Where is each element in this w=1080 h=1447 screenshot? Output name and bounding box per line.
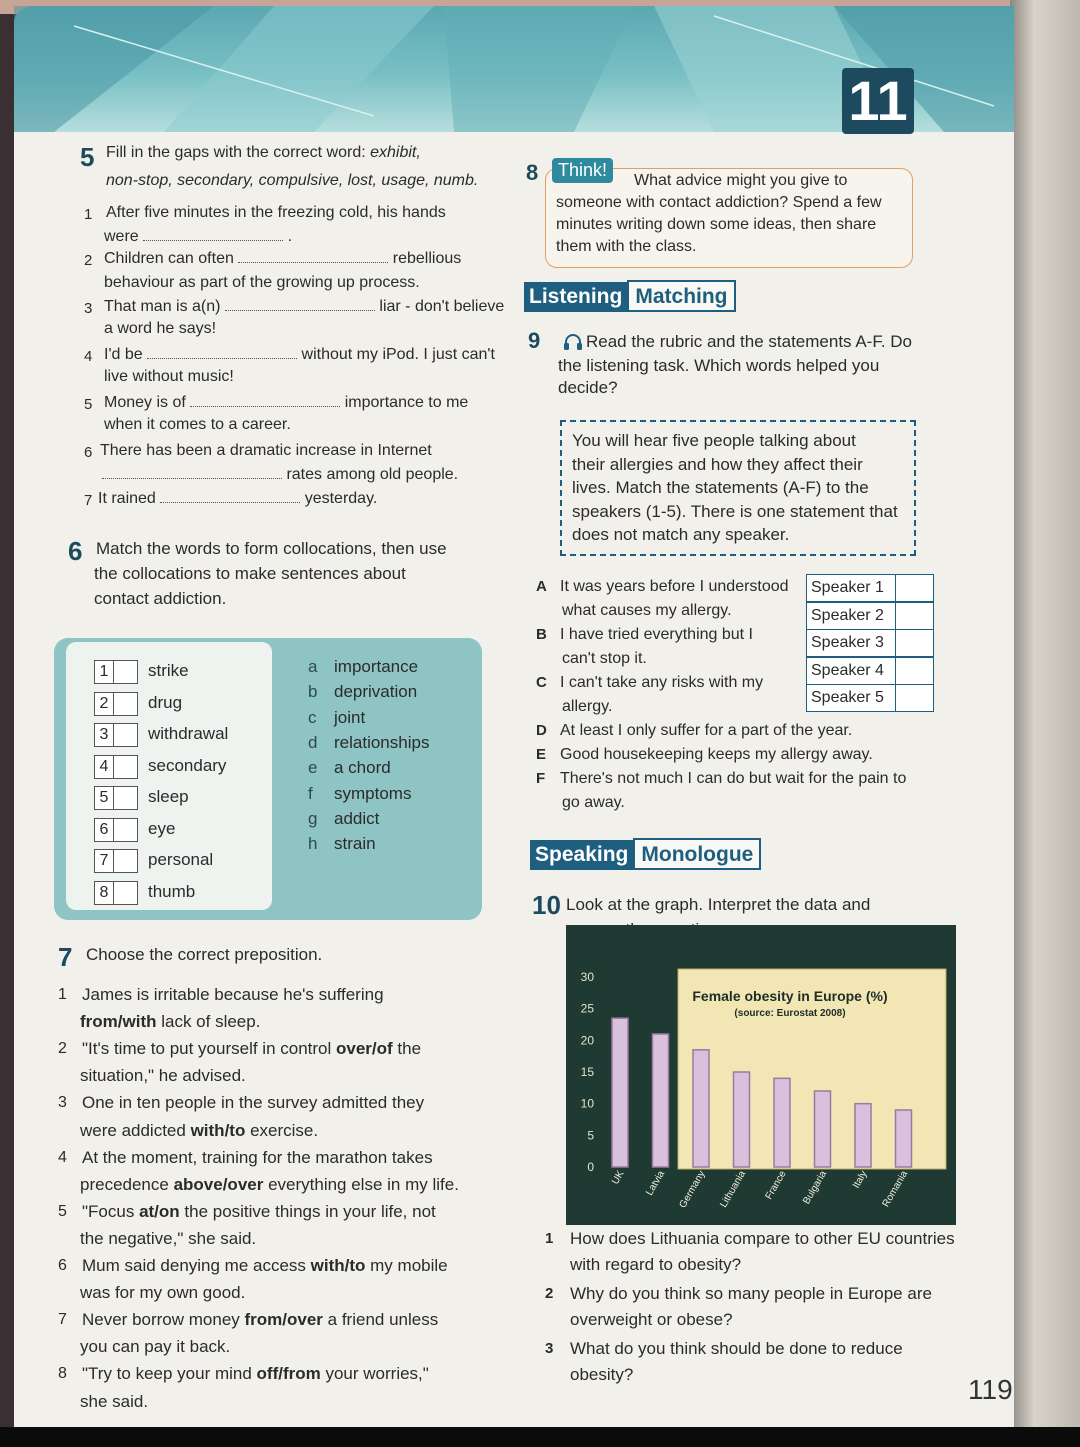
statement-letter: C — [536, 674, 547, 691]
sentence-text: "It's time to put yourself in control — [82, 1039, 336, 1059]
question-text: obesity? — [570, 1365, 634, 1384]
sentence-text: James is irritable because he's suffering — [82, 985, 384, 1004]
speaker-row — [806, 657, 934, 685]
x-tick-label: Lithuania — [718, 1169, 749, 1210]
collocation-word: eye — [148, 818, 176, 838]
collocation-word: strike — [148, 661, 189, 680]
sentence-line — [80, 1120, 318, 1142]
item-number: 3 — [84, 300, 93, 317]
item-text: . — [283, 228, 293, 245]
item-number: 6 — [84, 444, 93, 461]
sentence-line — [80, 1174, 459, 1196]
exercise-6-number: 6 — [68, 536, 83, 566]
x-tick-label: Italy — [850, 1169, 870, 1191]
collocation-word: deprivation — [334, 682, 418, 702]
bar-bulgaria — [815, 1091, 831, 1167]
x-tick-label: Germany — [677, 1169, 708, 1211]
y-tick-label: 0 — [587, 1160, 594, 1174]
sentence-line — [82, 1363, 429, 1385]
statement-letter: F — [536, 770, 546, 787]
statement-text: I can't take any risks with my — [560, 674, 764, 691]
sentence-text: One in ten people in the survey admitted they — [82, 1093, 425, 1113]
preposition-choice: above/over — [173, 1174, 264, 1194]
sentence-text: were addicted — [80, 1120, 191, 1140]
exercise-8-line-4: them with the class. — [556, 238, 697, 255]
number-answer-box — [94, 786, 138, 810]
sentence-number: 3 — [58, 1094, 67, 1112]
number-answer-box — [94, 692, 138, 716]
sentence-line — [80, 1282, 245, 1304]
item-text: It rained — [98, 490, 161, 507]
sentence-line — [80, 1011, 260, 1033]
collocation-letter: e — [308, 758, 318, 778]
item-text — [102, 464, 458, 486]
exercise-10-number: 10 — [532, 890, 561, 920]
sentence-line — [82, 1255, 448, 1277]
number-answer-box — [94, 881, 138, 905]
sentence-number: 8 — [58, 1365, 67, 1383]
number-label: 5 — [95, 787, 114, 809]
answer-gap — [238, 248, 388, 263]
question-text: How does Lithuania compare to other EU countries — [570, 1229, 955, 1248]
sentence-text: everything else in my life. — [263, 1174, 459, 1194]
collocation-word: importance — [334, 657, 419, 676]
bar-uk — [612, 1018, 628, 1167]
sentence-text: Never borrow money — [82, 1310, 245, 1330]
collocation-word: thumb — [148, 881, 196, 901]
exercise-9-number: 9 — [528, 328, 541, 353]
item-text: Money is of — [104, 394, 191, 411]
monologue-label: Monologue — [633, 838, 761, 870]
rubric-line: speakers (1-5). There is one statement that — [572, 501, 898, 521]
sentence-text: "Focus — [82, 1201, 140, 1221]
preposition-choice: with/to — [310, 1256, 366, 1275]
sentence-number: 5 — [58, 1202, 67, 1220]
sentence-text: your worries," — [320, 1364, 429, 1384]
obesity-chart — [566, 925, 956, 1225]
item-text — [104, 392, 468, 414]
rubric-line: You will hear five people talking about — [572, 431, 856, 450]
item-text: behaviour as part of the growing up process. — [104, 274, 420, 291]
item-number: 2 — [84, 252, 93, 269]
answer-gap — [225, 296, 375, 311]
speaker-label: Speaker 3 — [807, 630, 896, 656]
speaking-section-header — [530, 838, 761, 870]
number-label: 1 — [95, 661, 114, 683]
exercise-6-line-2: the collocations to make sentences about — [94, 564, 406, 583]
collocation-letter: b — [308, 682, 318, 702]
number-answer-box — [94, 723, 138, 747]
x-tick-label: Romania — [880, 1169, 911, 1210]
exercise-9-line-2: the listening task. Which words helped you — [558, 356, 880, 375]
item-text — [104, 226, 292, 248]
item-text — [98, 488, 377, 510]
exercise-5-instruction: Fill in the gaps with the correct word: exhibit, — [106, 144, 421, 161]
collocation-letter: a — [308, 657, 318, 676]
sentence-number: 1 — [58, 986, 67, 1003]
collocation-word: drug — [148, 692, 183, 712]
rubric-line: their allergies and how they affect their — [572, 454, 863, 474]
answer-gap — [102, 464, 282, 479]
sentence-text: was for my own good. — [80, 1283, 246, 1303]
item-text: a word he says! — [104, 320, 217, 337]
speaking-label: Speaking — [530, 840, 633, 870]
number-answer-box — [94, 849, 138, 873]
exercise-8-line-2: someone with contact addiction? Spend a few — [556, 194, 882, 211]
exercise-6-line-1: Match the words to form collocations, then use — [96, 539, 447, 558]
collocation-word: joint — [334, 707, 366, 727]
number-label: 4 — [95, 756, 114, 778]
chart-subtitle: (source: Eurostat 2008) — [734, 1008, 846, 1019]
sentence-line — [80, 1391, 148, 1413]
number-label: 8 — [95, 882, 114, 904]
collocation-letter: h — [308, 834, 318, 854]
number-label: 7 — [95, 850, 114, 872]
sentence-text: exercise. — [245, 1120, 319, 1140]
matching-label: Matching — [627, 280, 735, 312]
collocation-word: addict — [334, 808, 380, 828]
item-text: rebellious — [388, 250, 462, 267]
sentence-line — [80, 1228, 256, 1250]
sentence-line — [82, 1309, 438, 1331]
preposition-choice: over/of — [336, 1039, 393, 1059]
item-text: were — [104, 228, 144, 245]
collocation-word: symptoms — [334, 783, 412, 803]
rubric-line: lives. Match the statements (A-F) to the — [572, 478, 869, 497]
item-text: rates among old people. — [282, 466, 459, 483]
question-number: 2 — [545, 1285, 554, 1302]
sentence-text: my mobile — [365, 1256, 448, 1275]
bar-lithuania — [734, 1072, 750, 1167]
sentence-text: the positive things in your life, not — [179, 1201, 436, 1221]
exercise-8-line-3: minutes writing down some ideas, then share — [556, 216, 877, 233]
y-tick-label: 10 — [580, 1096, 594, 1111]
collocation-letter: f — [308, 783, 313, 803]
collocation-letter: c — [308, 707, 317, 727]
question-number: 3 — [545, 1340, 554, 1357]
sentence-text: "Try to keep your mind — [82, 1364, 257, 1384]
collocation-word: a chord — [334, 758, 391, 778]
item-number: 5 — [84, 396, 93, 413]
number-answer-box — [94, 660, 138, 684]
y-axis — [600, 977, 608, 1167]
exercise-5-number: 5 — [80, 142, 95, 172]
sentence-text: situation," he advised. — [80, 1066, 246, 1086]
item-text: yesterday. — [300, 490, 378, 507]
number-answer-box — [94, 818, 138, 842]
sentence-text: Mum said denying me access — [82, 1256, 311, 1275]
exercise-9-line-3: decide? — [558, 378, 618, 397]
question-text: overweight or obese? — [570, 1310, 733, 1329]
question-text: with regard to obesity? — [570, 1255, 742, 1274]
sentence-text: At the moment, training for the marathon takes — [82, 1147, 433, 1167]
question-number: 1 — [545, 1230, 554, 1247]
speaker-label: Speaker 5 — [807, 685, 896, 711]
answer-gap — [147, 344, 297, 359]
collocation-word: personal — [148, 850, 214, 869]
y-tick-label: 5 — [587, 1128, 594, 1143]
bar-latvia — [653, 1034, 669, 1167]
number-label: 6 — [95, 819, 114, 841]
page-edge — [1010, 0, 1080, 1447]
x-tick-label: Bulgaria — [801, 1169, 830, 1207]
item-text: live without music! — [104, 368, 234, 385]
speaker-label: Speaker 1 — [807, 575, 896, 601]
statement-letter: A — [536, 578, 547, 595]
answer-gap — [143, 226, 283, 241]
x-tick-label: Latvia — [644, 1169, 668, 1198]
sentence-number: 7 — [58, 1311, 67, 1329]
statement-letter: D — [536, 722, 547, 739]
sentence-text: she said. — [80, 1391, 149, 1411]
speaker-row — [806, 684, 934, 712]
exercise-6-line-3: contact addiction. — [94, 589, 227, 608]
bar-romania — [896, 1110, 912, 1167]
exercise-10-line-1: Look at the graph. Interpret the data and — [566, 895, 871, 914]
item-text: I'd be — [104, 346, 148, 363]
preposition-choice: off/from — [256, 1364, 321, 1384]
item-text — [104, 344, 495, 366]
item-number: 4 — [84, 348, 93, 365]
sentence-line — [80, 1336, 230, 1358]
item-text — [104, 296, 504, 318]
sentence-text: precedence — [80, 1174, 174, 1194]
speaker-label: Speaker 2 — [807, 603, 896, 629]
item-text: Children can often — [104, 250, 239, 267]
chart-title: Female obesity in Europe (%) — [692, 988, 888, 1004]
statement-letter: B — [536, 626, 547, 643]
collocation-letter: g — [308, 808, 318, 828]
question-text: What do you think should be done to reduce — [570, 1339, 903, 1358]
item-text: After five minutes in the freezing cold, his hands — [106, 204, 446, 221]
item-text: importance to me — [340, 394, 469, 411]
statement-text: There's not much I can do but wait for the pain to — [560, 770, 907, 787]
statement-text: allergy. — [562, 698, 613, 715]
statement-text: I have tried everything but I — [560, 626, 753, 643]
exercise-9-line-1: Read the rubric and the statements A-F. Do — [586, 332, 913, 351]
sentence-number: 6 — [58, 1257, 67, 1274]
think-badge: Think! — [552, 158, 613, 183]
sentence-text: a friend unless — [322, 1310, 439, 1330]
unit-number: 11 — [842, 68, 914, 134]
y-tick-label: 20 — [580, 1033, 594, 1048]
exercise-8-number: 8 — [526, 160, 539, 185]
x-tick-label: UK — [610, 1169, 627, 1187]
collocation-word: secondary — [148, 755, 227, 775]
question-text: Why do you think so many people in Europe are — [570, 1284, 932, 1303]
statement-text: Good housekeeping keeps my allergy away. — [560, 746, 873, 763]
answer-gap — [160, 488, 300, 503]
preposition-choice: from/with — [80, 1012, 157, 1032]
statement-text: what causes my allergy. — [562, 602, 732, 619]
sentence-line — [82, 1201, 436, 1223]
bar-france — [774, 1078, 790, 1167]
listening-section-header — [524, 280, 736, 312]
collocation-word: withdrawal — [148, 724, 229, 743]
statement-letter: E — [536, 746, 547, 763]
sentence-line — [82, 1147, 433, 1169]
obesity-chart-svg — [566, 925, 956, 1225]
page-number: 119 — [968, 1374, 1013, 1405]
item-text: That man is a(n) — [104, 298, 225, 315]
bar-italy — [855, 1104, 871, 1167]
item-text: There has been a dramatic increase in Internet — [100, 442, 432, 459]
y-tick-label: 15 — [580, 1065, 594, 1079]
bar-germany — [693, 1050, 709, 1167]
speaker-row — [806, 574, 934, 602]
statement-text: can't stop it. — [562, 650, 647, 667]
headphones-icon — [563, 333, 583, 351]
collocation-word: sleep — [148, 787, 189, 806]
statement-text: It was years before I understood — [560, 578, 789, 595]
preposition-choice: from/over — [244, 1310, 323, 1330]
bottom-edge — [0, 1427, 1080, 1447]
speaker-row — [806, 629, 934, 657]
sentence-number: 4 — [58, 1148, 67, 1166]
item-number: 1 — [84, 206, 93, 223]
sentence-text: the negative," she said. — [80, 1228, 257, 1248]
speaker-row — [806, 602, 934, 630]
item-number: 7 — [84, 492, 93, 509]
preposition-choice: at/on — [139, 1201, 180, 1221]
sentence-text: lack of sleep. — [156, 1012, 261, 1032]
item-text: liar - don't believe — [374, 298, 505, 315]
statement-text: go away. — [562, 794, 625, 811]
sentence-number: 2 — [58, 1040, 67, 1058]
item-text — [104, 248, 461, 270]
rubric-line: does not match any speaker. — [572, 525, 790, 544]
sentence-line — [82, 984, 384, 1006]
preposition-choice: with/to — [190, 1120, 246, 1140]
answer-gap — [190, 392, 340, 407]
sentence-line — [80, 1065, 246, 1087]
exercise-7-instruction: Choose the correct preposition. — [86, 945, 323, 964]
number-label: 2 — [95, 693, 114, 715]
item-text: when it comes to a career. — [104, 416, 291, 433]
exercise-7-number: 7 — [58, 942, 73, 972]
collocation-word: strain — [334, 834, 376, 854]
speaker-label: Speaker 4 — [807, 658, 896, 684]
listening-label: Listening — [524, 282, 627, 312]
x-tick-label: France — [763, 1169, 789, 1202]
item-text: without my iPod. I just can't — [297, 346, 495, 363]
number-label: 3 — [95, 724, 114, 746]
statement-text: At least I only suffer for a part of the year. — [560, 722, 853, 739]
sentence-text: you can pay it back. — [80, 1337, 231, 1357]
y-tick-label: 25 — [580, 1001, 594, 1016]
sentence-text: the — [392, 1039, 422, 1059]
exercise-5-word-list: non-stop, secondary, compulsive, lost, usage, numb. — [106, 172, 479, 189]
exercise-8-line-1: What advice might you give to — [634, 172, 848, 189]
sentence-line — [82, 1038, 421, 1060]
sentence-line — [82, 1092, 424, 1114]
collocation-letter: d — [308, 732, 318, 752]
collocation-word: relationships — [334, 732, 430, 752]
number-answer-box — [94, 755, 138, 779]
y-tick-label: 30 — [580, 970, 594, 984]
